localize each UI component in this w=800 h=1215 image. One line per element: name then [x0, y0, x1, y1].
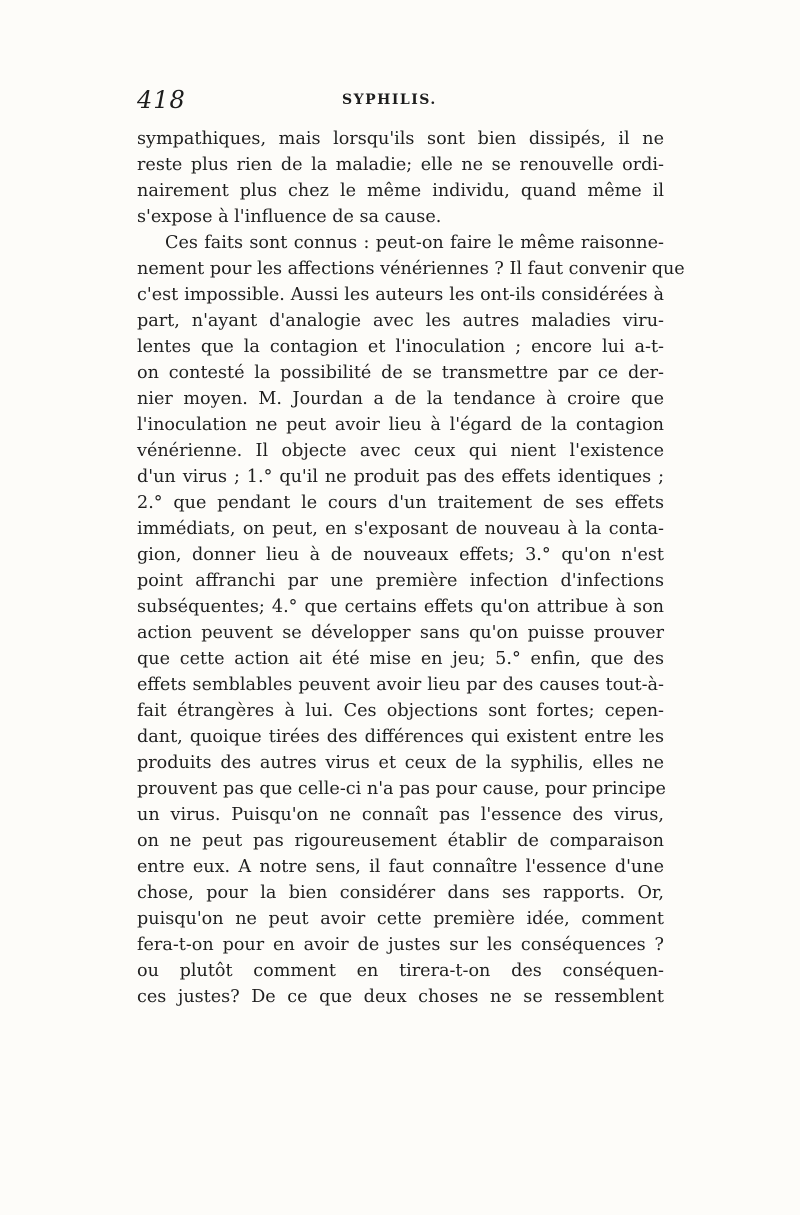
- text-line: reste plus rien de la maladie; elle ne se renouvelle ordi-: [137, 155, 664, 175]
- text-line: point affranchi par une première infection d'infections: [137, 571, 664, 591]
- text-line: puisqu'on ne peut avoir cette première idée, comment: [137, 909, 664, 929]
- text-line: nairement plus chez le même individu, quand même il: [137, 181, 664, 201]
- text-line: prouvent pas que celle-ci n'a pas pour cause, pour principe: [137, 779, 666, 799]
- text-line: action peuvent se développer sans qu'on puisse prouver: [137, 623, 664, 643]
- text-line: lentes que la contagion et l'inoculation ; encore lui a-t-: [137, 337, 664, 357]
- running-head: SYPHILIS.: [342, 92, 437, 108]
- body-text: [137, 126, 685, 1010]
- text-line: 2.° que pendant le cours d'un traitement de ses effets: [137, 493, 664, 513]
- text-line: l'inoculation ne peut avoir lieu à l'égard de la contagion: [137, 415, 664, 435]
- text-line: d'un virus ; 1.° qu'il ne produit pas des effets identiques ;: [137, 467, 664, 487]
- text-line: entre eux. A notre sens, il faut connaître l'essence d'une: [137, 857, 664, 877]
- text-line: subséquentes; 4.° que certains effets qu'on attribue à son: [137, 597, 664, 617]
- text-line: c'est impossible. Aussi les auteurs les ont-ils considérées à: [137, 285, 664, 305]
- text-line: fera-t-on pour en avoir de justes sur les conséquences ?: [137, 935, 664, 955]
- text-line: dant, quoique tirées des différences qui existent entre les: [137, 727, 664, 747]
- text-line: vénérienne. Il objecte avec ceux qui nient l'existence: [137, 441, 664, 461]
- paragraph: [137, 126, 664, 230]
- text-line: on contesté la possibilité de se transmettre par ce der-: [137, 363, 664, 383]
- text-line: part, n'ayant d'analogie avec les autres maladies viru-: [137, 311, 664, 331]
- page-number: 418: [137, 86, 186, 114]
- text-line: nement pour les affections vénériennes ? Il faut convenir que: [137, 259, 685, 279]
- text-line: effets semblables peuvent avoir lieu par des causes tout-à-: [137, 675, 664, 695]
- text-line: sympathiques, mais lorsqu'ils sont bien dissipés, il ne: [137, 129, 664, 149]
- page-header: [137, 86, 664, 126]
- text-line: un virus. Puisqu'on ne connaît pas l'essence des virus,: [137, 805, 664, 825]
- text-line: ou plutôt comment en tirera-t-on des conséquen-: [137, 961, 664, 981]
- text-line: que cette action ait été mise en jeu; 5.° enfin, que des: [137, 649, 664, 669]
- paragraph: [137, 230, 685, 1010]
- text-line: gion, donner lieu à de nouveaux effets; 3.° qu'on n'est: [137, 545, 664, 565]
- text-line: produits des autres virus et ceux de la syphilis, elles ne: [137, 753, 664, 773]
- text-line: chose, pour la bien considérer dans ses rapports. Or,: [137, 883, 664, 903]
- text-line: s'expose à l'influence de sa cause.: [137, 207, 442, 227]
- text-line: on ne peut pas rigoureusement établir de comparaison: [137, 831, 664, 851]
- text-line: fait étrangères à lui. Ces objections sont fortes; cepen-: [137, 701, 664, 721]
- text-line: nier moyen. M. Jourdan a de la tendance à croire que: [137, 389, 664, 409]
- text-line: ces justes? De ce que deux choses ne se ressemblent: [137, 987, 664, 1007]
- text-line: Ces faits sont connus : peut-on faire le même raisonne-: [165, 233, 664, 253]
- text-line: immédiats, on peut, en s'exposant de nouveau à la conta-: [137, 519, 664, 539]
